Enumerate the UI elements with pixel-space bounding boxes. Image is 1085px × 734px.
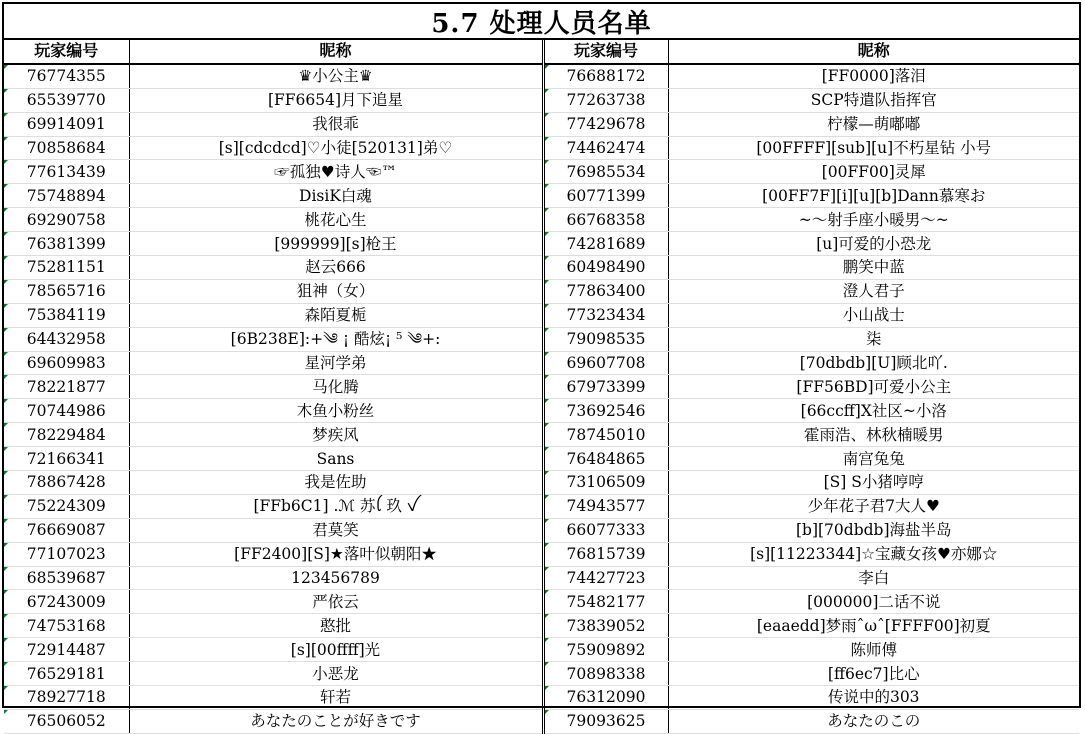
nickname-cell: 柒 <box>668 327 1079 351</box>
nickname-cell: ~～射手座小暖男～~ <box>668 208 1079 232</box>
player-id-cell: 76312090 <box>543 686 668 710</box>
header-player-id-left: 玩家编号 <box>4 40 129 64</box>
player-id-cell: 72914487 <box>4 638 129 662</box>
nickname-cell: SCP特遣队指挥官 <box>668 88 1079 112</box>
nickname-cell: [s][cdcdcd]♡小徒[520131]弟♡ <box>129 136 543 160</box>
page-title: 5.7 处理人员名单 <box>4 4 1079 40</box>
header-nickname-right: 昵称 <box>668 40 1079 64</box>
nickname-cell: 鹏笑中蓝 <box>668 256 1079 280</box>
player-id-cell: 74281689 <box>543 232 668 256</box>
nickname-cell: [u]可爱的小恐龙 <box>668 232 1079 256</box>
nickname-cell: 严依云 <box>129 590 543 614</box>
player-id-cell: 73692546 <box>543 399 668 423</box>
nickname-cell: 小恶龙 <box>129 662 543 686</box>
nickname-cell: 传说中的303 <box>668 686 1079 710</box>
player-id-cell: 77323434 <box>543 303 668 327</box>
header-row <box>4 40 1079 64</box>
table-row <box>4 375 1079 399</box>
table-row <box>4 638 1079 662</box>
nickname-cell: [00FF7F][i][u][b]Dann慕寒お <box>668 184 1079 208</box>
table-row <box>4 709 1079 733</box>
player-id-cell: 74427723 <box>543 566 668 590</box>
table-row <box>4 686 1079 710</box>
player-id-cell: 79093625 <box>543 709 668 733</box>
player-id-cell: 74753168 <box>4 614 129 638</box>
player-id-cell: 76381399 <box>4 232 129 256</box>
table-row <box>4 64 1079 88</box>
player-id-cell: 75224309 <box>4 494 129 518</box>
nickname-cell: ☞孤独♥诗人☜™ <box>129 160 543 184</box>
player-id-cell: 70744986 <box>4 399 129 423</box>
table-row <box>4 160 1079 184</box>
table-row <box>4 494 1079 518</box>
player-id-cell: 60771399 <box>543 184 668 208</box>
table-row <box>4 614 1079 638</box>
nickname-cell: 南宫兔兔 <box>668 447 1079 471</box>
player-id-cell: 76529181 <box>4 662 129 686</box>
table-row <box>4 447 1079 471</box>
nickname-cell: DisiK白魂 <box>129 184 543 208</box>
player-id-cell: 66077333 <box>543 518 668 542</box>
nickname-cell: [FF56BD]可爱小公主 <box>668 375 1079 399</box>
player-id-cell: 66768358 <box>543 208 668 232</box>
player-id-cell: 72166341 <box>4 447 129 471</box>
table-row <box>4 208 1079 232</box>
player-id-cell: 73106509 <box>543 471 668 495</box>
player-id-cell: 69607708 <box>543 351 668 375</box>
player-id-cell: 70858684 <box>4 136 129 160</box>
nickname-cell: 小山战士 <box>668 303 1079 327</box>
nickname-cell: [b][70dbdb]海盐半岛 <box>668 518 1079 542</box>
nickname-cell: [00FFFF][sub][u]不朽星钻 小号 <box>668 136 1079 160</box>
player-id-cell: 68539687 <box>4 566 129 590</box>
nickname-cell: [FF0000]落泪 <box>668 64 1079 88</box>
nickname-cell: 木鱼小粉丝 <box>129 399 543 423</box>
header-nickname-left: 昵称 <box>129 40 543 64</box>
nickname-cell: 君莫笑 <box>129 518 543 542</box>
table-row <box>4 471 1079 495</box>
nickname-cell: 桃花心生 <box>129 208 543 232</box>
player-id-cell: 78867428 <box>4 471 129 495</box>
nickname-cell: あなたのことが好きです <box>129 709 543 733</box>
player-id-cell: 69914091 <box>4 112 129 136</box>
nickname-cell: [66ccff]X社区~小洛 <box>668 399 1079 423</box>
player-id-cell: 75909892 <box>543 638 668 662</box>
player-id-cell: 76506052 <box>4 709 129 733</box>
table-row <box>4 88 1079 112</box>
player-id-cell: 78221877 <box>4 375 129 399</box>
nickname-cell: [S] S小猪哼哼 <box>668 471 1079 495</box>
player-id-cell: 75482177 <box>543 590 668 614</box>
player-id-cell: 76484865 <box>543 447 668 471</box>
player-id-cell: 75281151 <box>4 256 129 280</box>
nickname-cell: 澄人君子 <box>668 279 1079 303</box>
player-id-cell: 69290758 <box>4 208 129 232</box>
nickname-cell: 森陌夏栀 <box>129 303 543 327</box>
nickname-cell: [ff6ec7]比心 <box>668 662 1079 686</box>
table-row <box>4 232 1079 256</box>
player-id-cell: 73839052 <box>543 614 668 638</box>
nickname-cell: 李白 <box>668 566 1079 590</box>
player-id-cell: 76774355 <box>4 64 129 88</box>
player-id-cell: 70898338 <box>543 662 668 686</box>
player-id-cell: 67243009 <box>4 590 129 614</box>
nickname-cell: [s][11223344]☆宝藏女孩♥亦娜☆ <box>668 542 1079 566</box>
nickname-cell: 赵云666 <box>129 256 543 280</box>
player-id-cell: 69609983 <box>4 351 129 375</box>
table-row <box>4 279 1079 303</box>
player-id-cell: 78565716 <box>4 279 129 303</box>
player-id-cell: 77613439 <box>4 160 129 184</box>
header-player-id-right: 玩家编号 <box>543 40 668 64</box>
player-id-cell: 67973399 <box>543 375 668 399</box>
player-id-cell: 78745010 <box>543 423 668 447</box>
player-id-cell: 78229484 <box>4 423 129 447</box>
table-row <box>4 542 1079 566</box>
roster-table <box>4 40 1079 734</box>
nickname-cell: 我很乖 <box>129 112 543 136</box>
player-id-cell: 65539770 <box>4 88 129 112</box>
player-id-cell: 75384119 <box>4 303 129 327</box>
player-id-cell: 76688172 <box>543 64 668 88</box>
nickname-cell: 憨批 <box>129 614 543 638</box>
table-row <box>4 184 1079 208</box>
table-row <box>4 590 1079 614</box>
player-id-cell: 74462474 <box>543 136 668 160</box>
player-id-cell: 76815739 <box>543 542 668 566</box>
nickname-cell: 轩若 <box>129 686 543 710</box>
player-id-cell: 60498490 <box>543 256 668 280</box>
table-row <box>4 136 1079 160</box>
nickname-cell: [eaaedd]梦雨ˆωˆ[FFFF00]初夏 <box>668 614 1079 638</box>
table-row <box>4 256 1079 280</box>
table-row <box>4 327 1079 351</box>
player-id-cell: 78927718 <box>4 686 129 710</box>
table-row <box>4 351 1079 375</box>
table-row <box>4 566 1079 590</box>
nickname-cell: 陈师傅 <box>668 638 1079 662</box>
player-id-cell: 79098535 <box>543 327 668 351</box>
nickname-cell: 梦疾风 <box>129 423 543 447</box>
nickname-cell: [FF6654]月下追星 <box>129 88 543 112</box>
nickname-cell: 少年花子君7大人♥ <box>668 494 1079 518</box>
table-row <box>4 423 1079 447</box>
nickname-cell: 马化腾 <box>129 375 543 399</box>
nickname-cell: [s][00ffff]光 <box>129 638 543 662</box>
nickname-cell: 星河学弟 <box>129 351 543 375</box>
roster-sheet <box>2 2 1081 731</box>
nickname-cell: [FF2400][S]★落叶似朝阳★ <box>129 542 543 566</box>
nickname-cell: あなたのこの <box>668 709 1079 733</box>
player-id-cell: 74943577 <box>543 494 668 518</box>
nickname-cell: [999999][s]枪王 <box>129 232 543 256</box>
nickname-cell: [000000]二话不说 <box>668 590 1079 614</box>
nickname-cell: 霍雨浩、林秋楠暖男 <box>668 423 1079 447</box>
player-id-cell: 77429678 <box>543 112 668 136</box>
table-row <box>4 112 1079 136</box>
player-id-cell: 77107023 <box>4 542 129 566</box>
player-id-cell: 75748894 <box>4 184 129 208</box>
nickname-cell: 我是佐助 <box>129 471 543 495</box>
table-row <box>4 399 1079 423</box>
table-row <box>4 518 1079 542</box>
table-row <box>4 662 1079 686</box>
table-row <box>4 303 1079 327</box>
nickname-cell: 狙神（女） <box>129 279 543 303</box>
player-id-cell: 77863400 <box>543 279 668 303</box>
roster-body <box>4 64 1079 733</box>
nickname-cell: [00FF00]灵犀 <box>668 160 1079 184</box>
player-id-cell: 64432958 <box>4 327 129 351</box>
player-id-cell: 76669087 <box>4 518 129 542</box>
nickname-cell: Sans <box>129 447 543 471</box>
nickname-cell: [FFb6C1] .ℳ 苏ꪶ 玖 ꪜ <box>129 494 543 518</box>
nickname-cell: 123456789 <box>129 566 543 590</box>
nickname-cell: 柠檬—萌嘟嘟 <box>668 112 1079 136</box>
nickname-cell: [70dbdb][U]顾北吖. <box>668 351 1079 375</box>
player-id-cell: 77263738 <box>543 88 668 112</box>
nickname-cell: ♛小公主♛ <box>129 64 543 88</box>
player-id-cell: 76985534 <box>543 160 668 184</box>
nickname-cell: [6B238E]:+༄ ¡ 酷炫¡ ⁵ ༄+: <box>129 327 543 351</box>
